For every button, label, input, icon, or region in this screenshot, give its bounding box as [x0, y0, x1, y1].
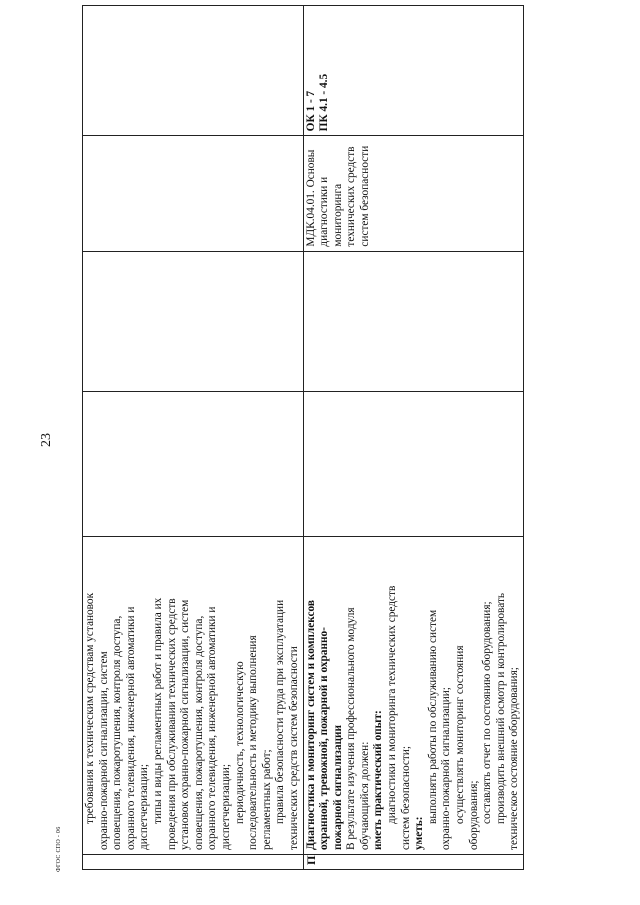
text-line: периодичность, технологическую: [233, 661, 246, 824]
text-line: последовательность и методику выполнения: [247, 635, 260, 850]
text-line: оповещения, пожаротушения, контроля доступа,: [192, 615, 205, 850]
text-line: охранного телевидения, инженерной автоматики и: [206, 606, 219, 850]
competence-cell: [83, 6, 304, 136]
text-line: диспетчеризации;: [219, 764, 232, 850]
text-line: В результате изучения профессионального модуля: [345, 607, 358, 850]
competence-cell: [303, 6, 524, 136]
text-line: составлять отчет по состоянию оборудования;: [481, 601, 494, 824]
competence-line: ПК 4.1 - 4.5: [318, 73, 331, 132]
text-line: требования к техническим средствам установок: [84, 592, 96, 824]
mdk-line: систем безопасности: [358, 145, 371, 247]
text-line: производить внешний осмотр и контролировать: [494, 592, 507, 824]
cell: [303, 251, 524, 391]
text-line: охранно-пожарной сигнализации, систем: [97, 651, 110, 850]
text-line: охранно-пожарной сигнализации;: [440, 687, 453, 850]
text-line: осуществлять мониторинг состояния: [454, 645, 467, 824]
text-line: систем безопасности;: [399, 745, 412, 850]
mdk-cell: [303, 136, 524, 251]
module-title-line: охранной, тревожной, пожарной и охранно-: [318, 627, 331, 850]
text-line: правила безопасности труда при эксплуатации: [274, 599, 287, 824]
mdk-line: мониторинга: [331, 183, 344, 247]
mdk-line: МДК.04.01. Основы: [304, 149, 317, 247]
text-line: техническое состояние оборудования;: [508, 667, 521, 850]
curriculum-table: [82, 5, 524, 870]
cell: [83, 251, 304, 391]
module-title-line: пожарной сигнализации: [331, 725, 344, 850]
cell: [83, 391, 304, 536]
code-cell: [303, 854, 524, 869]
text-line: регламентных работ;: [260, 749, 273, 850]
text-line: охранного телевидения, инженерной автоматики и: [124, 606, 137, 850]
text-line: типы и виды регламентных работ и правила их: [151, 597, 164, 824]
text-line: диспетчеризации;: [138, 764, 151, 850]
text-line: диагностики и мониторинга технических средств: [386, 585, 399, 824]
content-cell: [83, 537, 304, 855]
competence-line: ОК 1 - 7: [304, 90, 317, 132]
code-cell: [83, 854, 304, 869]
text-line: технических средств систем безопасности: [287, 646, 300, 850]
text-line: обучающийся должен:: [358, 741, 371, 850]
text-line: оповещения, пожаротушения, контроля доступа,: [111, 615, 124, 850]
text-line: установок охранно-пожарной сигнализации, систем: [179, 599, 192, 850]
page-number: 23: [39, 433, 54, 447]
content-cell: [303, 537, 524, 855]
mdk-cell: [83, 136, 304, 251]
module-title-line: Диагностика и мониторинг систем и комплексов: [304, 600, 317, 850]
table-row: [303, 6, 524, 870]
cell: [303, 391, 524, 536]
document-footer: ФГОС СПО - 06: [56, 826, 62, 872]
mdk-line: технических средств: [345, 146, 358, 247]
table-row: [83, 6, 304, 870]
text-line: проведения при обслуживании технических средств: [165, 598, 178, 850]
text-line: иметь практический опыт:: [372, 710, 385, 850]
text-line: оборудования;: [467, 780, 480, 850]
text-line: выполнять работы по обслуживанию систем: [426, 609, 439, 824]
curriculum-table-rotated: [82, 5, 521, 870]
text-line: уметь:: [413, 816, 426, 850]
mdk-line: диагностики и: [318, 176, 331, 247]
